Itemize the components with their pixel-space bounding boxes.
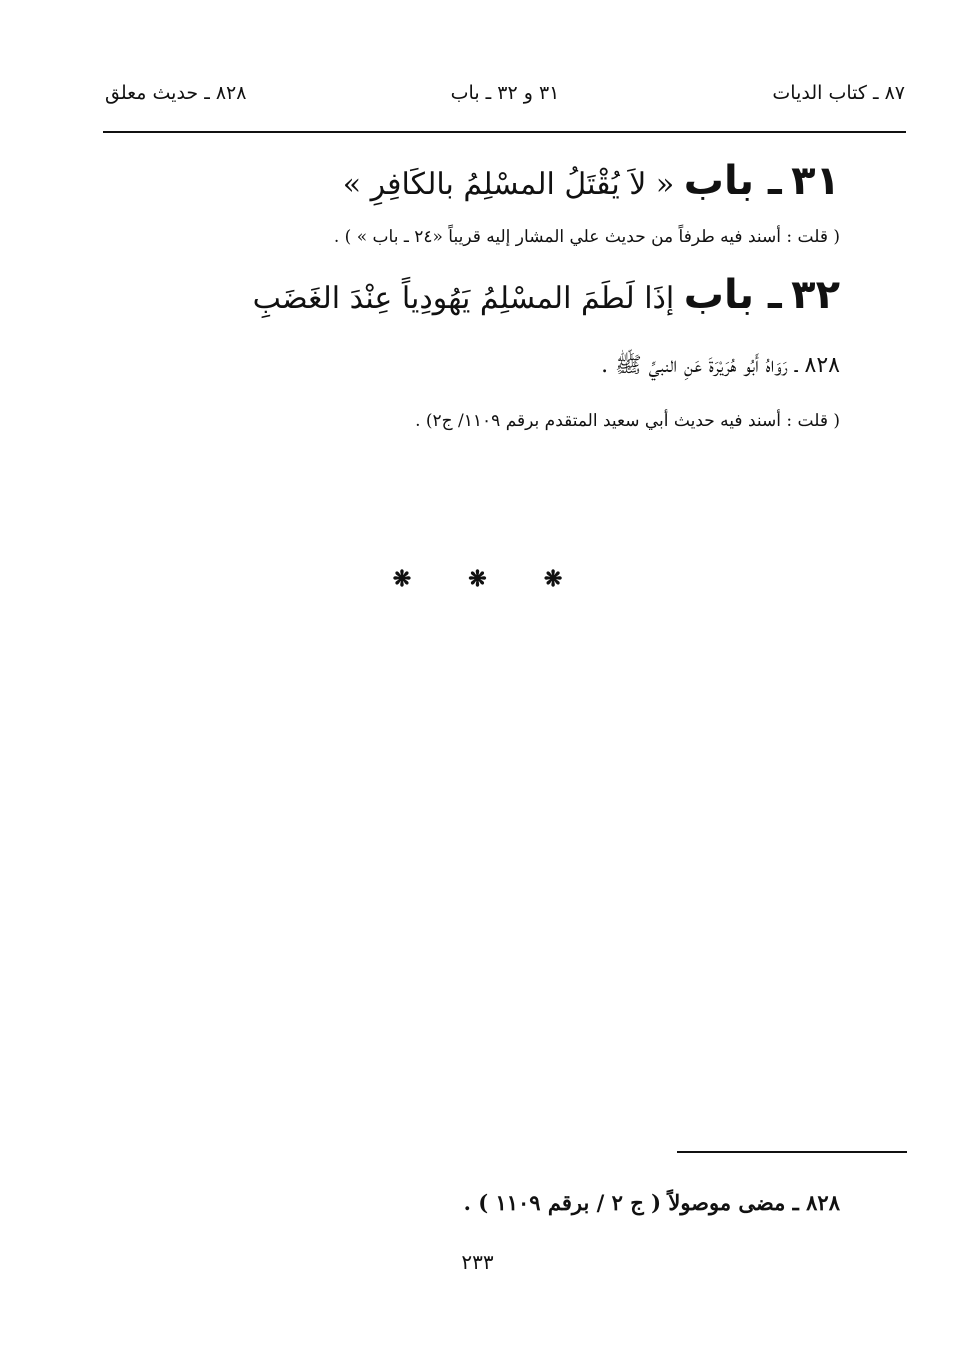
chapter-32-title: إذَا لَطَمَ المسْلِمُ يَهُودِياً عِنْدَ الغَضَبِ — [252, 281, 675, 316]
separator-star-icon: ❋ — [392, 566, 412, 592]
hadith-828: ٨٢٨ ـ رَوَاهُ أَبُو هُرَيْرَةَ عَنِ النبيِّ ﷺ . — [601, 353, 840, 378]
chapter-32-note: ( قلت : أسند فيه حديث أبي سعيد المتقدم برقم ١١٠٩/ ج٢) . — [415, 411, 840, 431]
header-hadith-ref: ٨٢٨ ـ حديث معلق — [105, 82, 247, 104]
header-chapter-range: ٣١ و ٣٢ ـ باب — [450, 82, 560, 104]
header-book-title: ٨٧ ـ كتاب الديات — [772, 82, 905, 104]
header-divider — [103, 131, 906, 133]
section-separator — [0, 566, 955, 592]
chapter-32-number: ٣٢ — [791, 272, 840, 318]
chapter-31-note: ( قلت : أسند فيه طرفاً من حديث علي المشار إليه قريباً «٢٤ ـ باب » ) . — [333, 227, 840, 247]
chapter-32-heading — [100, 264, 840, 330]
footnote-divider — [677, 1151, 907, 1153]
chapter-31-heading — [100, 150, 840, 216]
running-header — [105, 82, 905, 122]
chapter-32-bab: ـ باب — [683, 272, 782, 318]
separator-star-icon: ❋ — [468, 566, 487, 592]
chapter-31-title: « لاَ يُقْتَلُ المسْلِمُ بالكَافِرِ » — [342, 167, 675, 202]
page-body — [100, 150, 840, 448]
footnote-828: ٨٢٨ ـ مضى موصولاً ( ج ٢ / برقم ١١٠٩ ) . — [463, 1190, 840, 1215]
chapter-31-bab: ـ باب — [683, 158, 782, 204]
chapter-31-number: ٣١ — [791, 158, 840, 204]
separator-star-icon: ❋ — [543, 566, 563, 592]
page-number: ٢٣٣ — [461, 1250, 494, 1274]
